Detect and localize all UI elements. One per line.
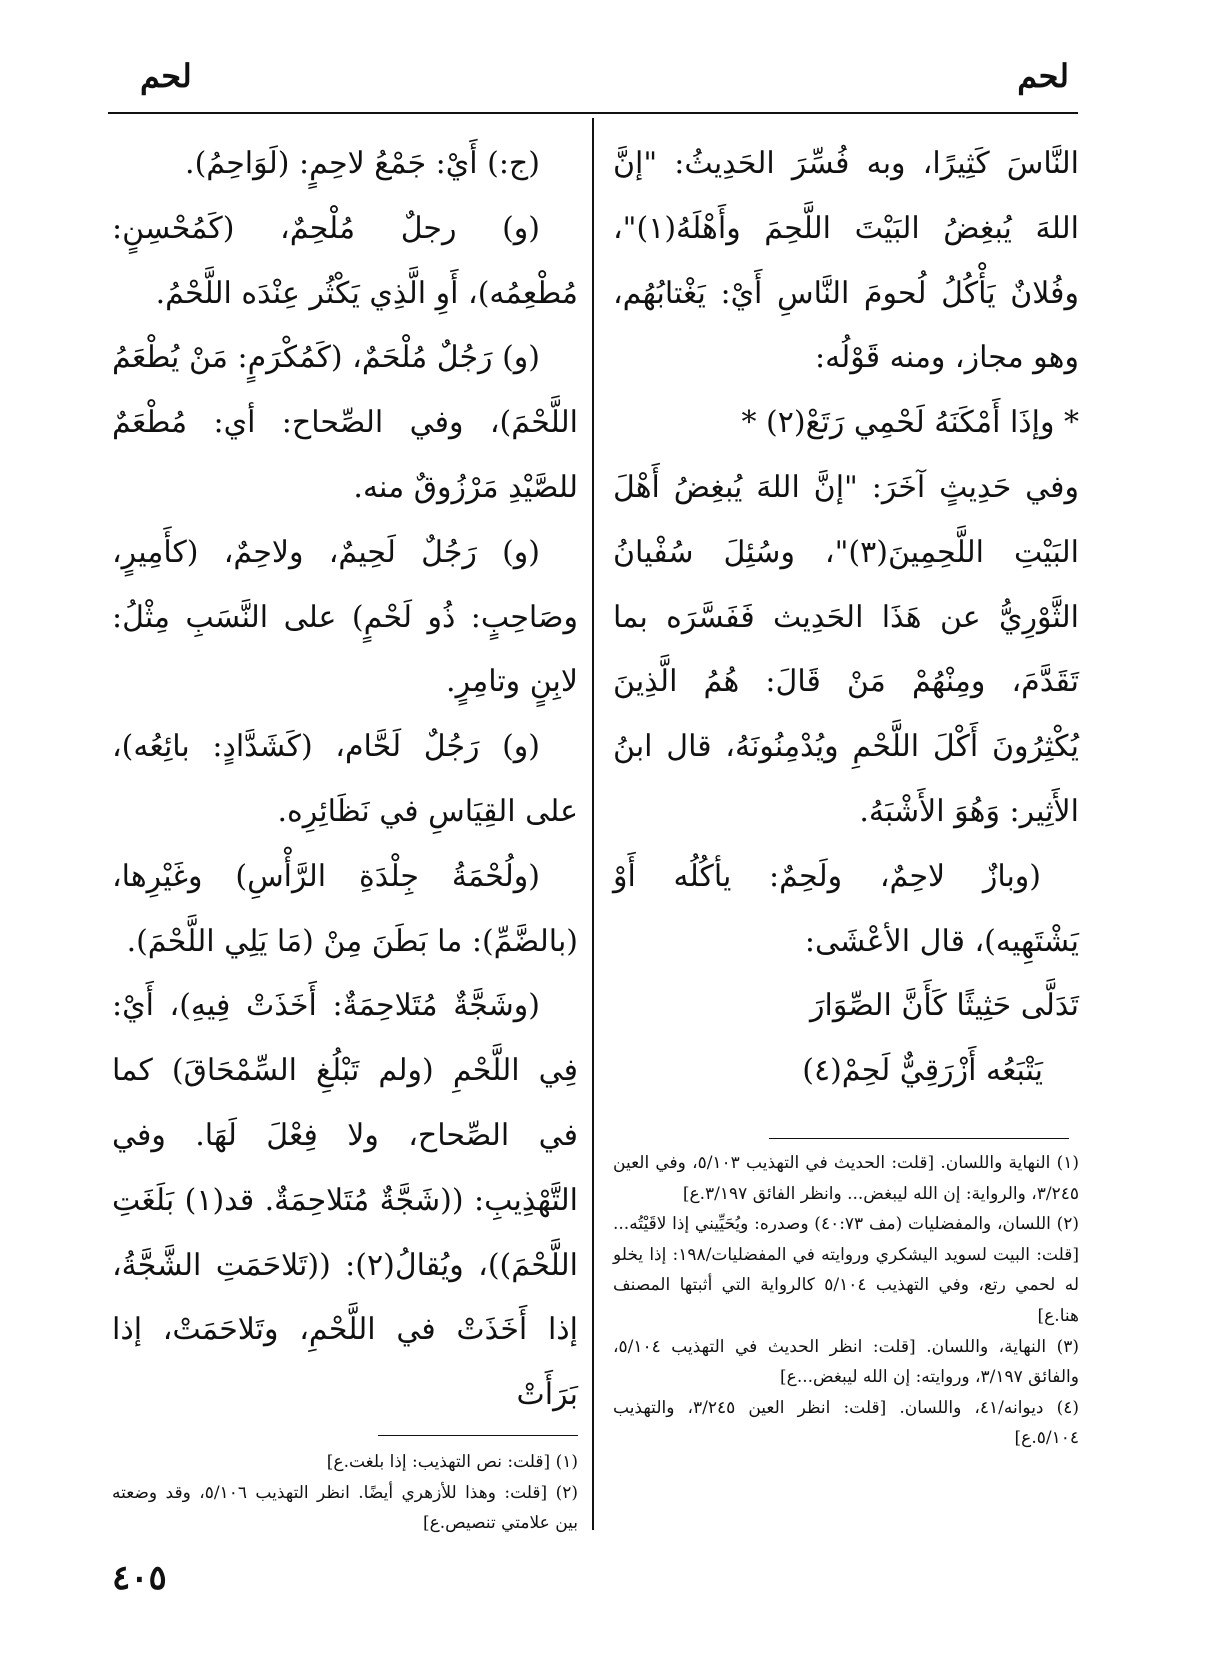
right-column	[613, 132, 1079, 1104]
left-paragraph-1: (ج:) أَيْ: جَمْعُ لاحِمٍ: (لَوَاحِمُ).	[185, 146, 540, 181]
poem-hemistich-1: تَدَلَّى حَثِيثًا كَأَنَّ الصِّوَارَ	[810, 988, 1079, 1024]
right-verse-line-1: * وإذَا أَمْكَنَهُ لَحْمِي رَتَعْ(٢) *	[741, 405, 1079, 441]
footnote-right-4: (٤) ديوانه/٤١، واللسان. [قلت: انظر العين ٣/٢٤٥، والتهذيب ٥/١٠٤.ع]	[613, 1397, 1079, 1449]
footnote-left-2: (٢) [قلت: وهذا للأزهري أيضًا. انظر التهذيب ٥/١٠٦، وقد وضعته بين علامتي تنصيص.ع]	[112, 1482, 578, 1534]
left-paragraph-3: (و) رَجُلٌ مُلْحَمٌ، (كَمُكْرَمٍ: مَنْ يُطْعَمُ اللَّحْمَ)، وفي الصِّحاح: أي: مُطْعَمٌ للصَّيْدِ مَرْزُوقٌ منه.	[112, 340, 578, 505]
footnotes-right	[613, 1148, 1079, 1454]
footnote-right-2: (٢) اللسان، والمفضليات (مف ٤٠:٧٣) وصدره: ويُحَيِّيني إذا لاقَيْتُه... [قلت: البيت لسويد اليشكري وروايته في المفضليات/١٩٨: إذا يخلو له لحمي رتع، وفي التهذيب ٥/١٠٤ كالرواية التي أثبتها المصنف هنا.ع]	[613, 1214, 1080, 1326]
running-head-right: لحم	[1017, 57, 1069, 95]
left-paragraph-7: (وشَجَّةٌ مُتَلاحِمَةٌ: أَخَذَتْ فِيهِ)، أَيْ: فِي اللَّحْمِ (ولم تَبْلُغِ السِّمْحَاقَ) كما في الصِّحاح، ولا فِعْلَ لَهَا. وفي التَّهْذِيبِ: ((شَجَّةٌ مُتَلاحِمَةٌ. قد(١) بَلَغَتِ اللَّحْمَ))، ويُقالُ(٢): ((تَلاحَمَتِ الشَّجَّةُ، إذا أَخَذَتْ في اللَّحْمِ، وتَلاحَمَتْ، إذا بَرَأَتْ	[112, 988, 578, 1413]
running-head-left: لحم	[140, 57, 192, 95]
footnote-right-1: (١) النهاية واللسان. [قلت: الحديث في التهذيب ٥/١٠٣، وفي العين ٣/٢٤٥، والرواية: إن الله ليبغض... وانظر الفائق ٣/١٩٧.ع]	[613, 1153, 1079, 1204]
header-rule	[108, 112, 1078, 114]
column-divider	[592, 118, 594, 1530]
left-paragraph-5: (و) رَجُلٌ لَحَّام، (كَشَدَّادٍ: بائِعُه)، على القِيَاسِ في نَظَائِرِه.	[112, 729, 578, 829]
footnote-right-3: (٣) النهاية، واللسان. [قلت: انظر الحديث في التهذيب ٥/١٠٤، والفائق ٣/١٩٧، وروايته: إن الله ليبغض...ع]	[613, 1336, 1079, 1388]
right-paragraph-3: (وبازٌ لاحِمٌ، ولَحِمٌ: يأكُلُه أَوْ يَشْتَهِيه)، قال الأعْشَى:	[613, 858, 1079, 959]
left-paragraph-4: (و) رَجُلٌ لَحِيمٌ، ولاحِمٌ، (كأَمِيرٍ، وصَاحِبٍ: ذُو لَحْمٍ) على النَّسَبِ مِثْلُ: لابِنٍ وتامِرٍ.	[112, 534, 578, 700]
left-paragraph-2: (و) رجلٌ مُلْحِمٌ، (كَمُحْسِنٍ: مُطْعِمُه)، أَوِ الَّذِي يَكْثُر عِنْدَه اللَّحْمُ.	[112, 210, 578, 311]
right-paragraph-1: النَّاسَ كَثِيرًا، وبه فُسِّرَ الحَدِيثُ: "إنَّ اللهَ يُبغِضُ البَيْتَ اللَّحِمَ وأَهْلَهُ(١)"، وفُلانٌ يَأْكُلُ لُحومَ النَّاسِ أَيْ: يَغْتابُهُم، وهو مجاز، ومنه قَوْلُه:	[613, 146, 1079, 376]
left-paragraph-6: (ولُحْمَةُ جِلْدَةِ الرَّأْسِ) وغَيْرِها، (بالضَّمِّ): ما بَطَنَ مِنْ (مَا يَلِي اللَّحْمَ).	[112, 858, 578, 959]
right-paragraph-2: وفي حَدِيثٍ آخَرَ: "إنَّ اللهَ يُبغِضُ أَهْلَ البَيْتِ اللَّحِمِينَ(٣)"، وسُئِلَ سُفْيانُ الثَّوْرِيُّ عن هَذَا الحَدِيث فَفَسَّرَه بما تَقَدَّمَ، ومِنْهُمْ مَنْ قَالَ: هُمُ الَّذِينَ يُكْثِرُونَ أَكْلَ اللَّحْمِ ويُدْمِنُونَهُ، قال ابنُ الأَثِير: وَهُوَ الأَشْبَهُ.	[613, 469, 1079, 829]
page-number: ٤٠٥	[112, 1558, 167, 1598]
footnote-left-1: (١) [قلت: نص التهذيب: إذا بلغت.ع]	[326, 1452, 578, 1472]
footnotes-left	[112, 1447, 578, 1539]
poem-hemistich-2: يَتْبَعُه أَزْرَقِيٌّ لَحِمْ(٤)	[802, 1053, 1043, 1089]
left-column	[112, 132, 578, 1428]
footnote-rule-right	[769, 1138, 1069, 1139]
footnote-rule-left	[378, 1435, 578, 1436]
